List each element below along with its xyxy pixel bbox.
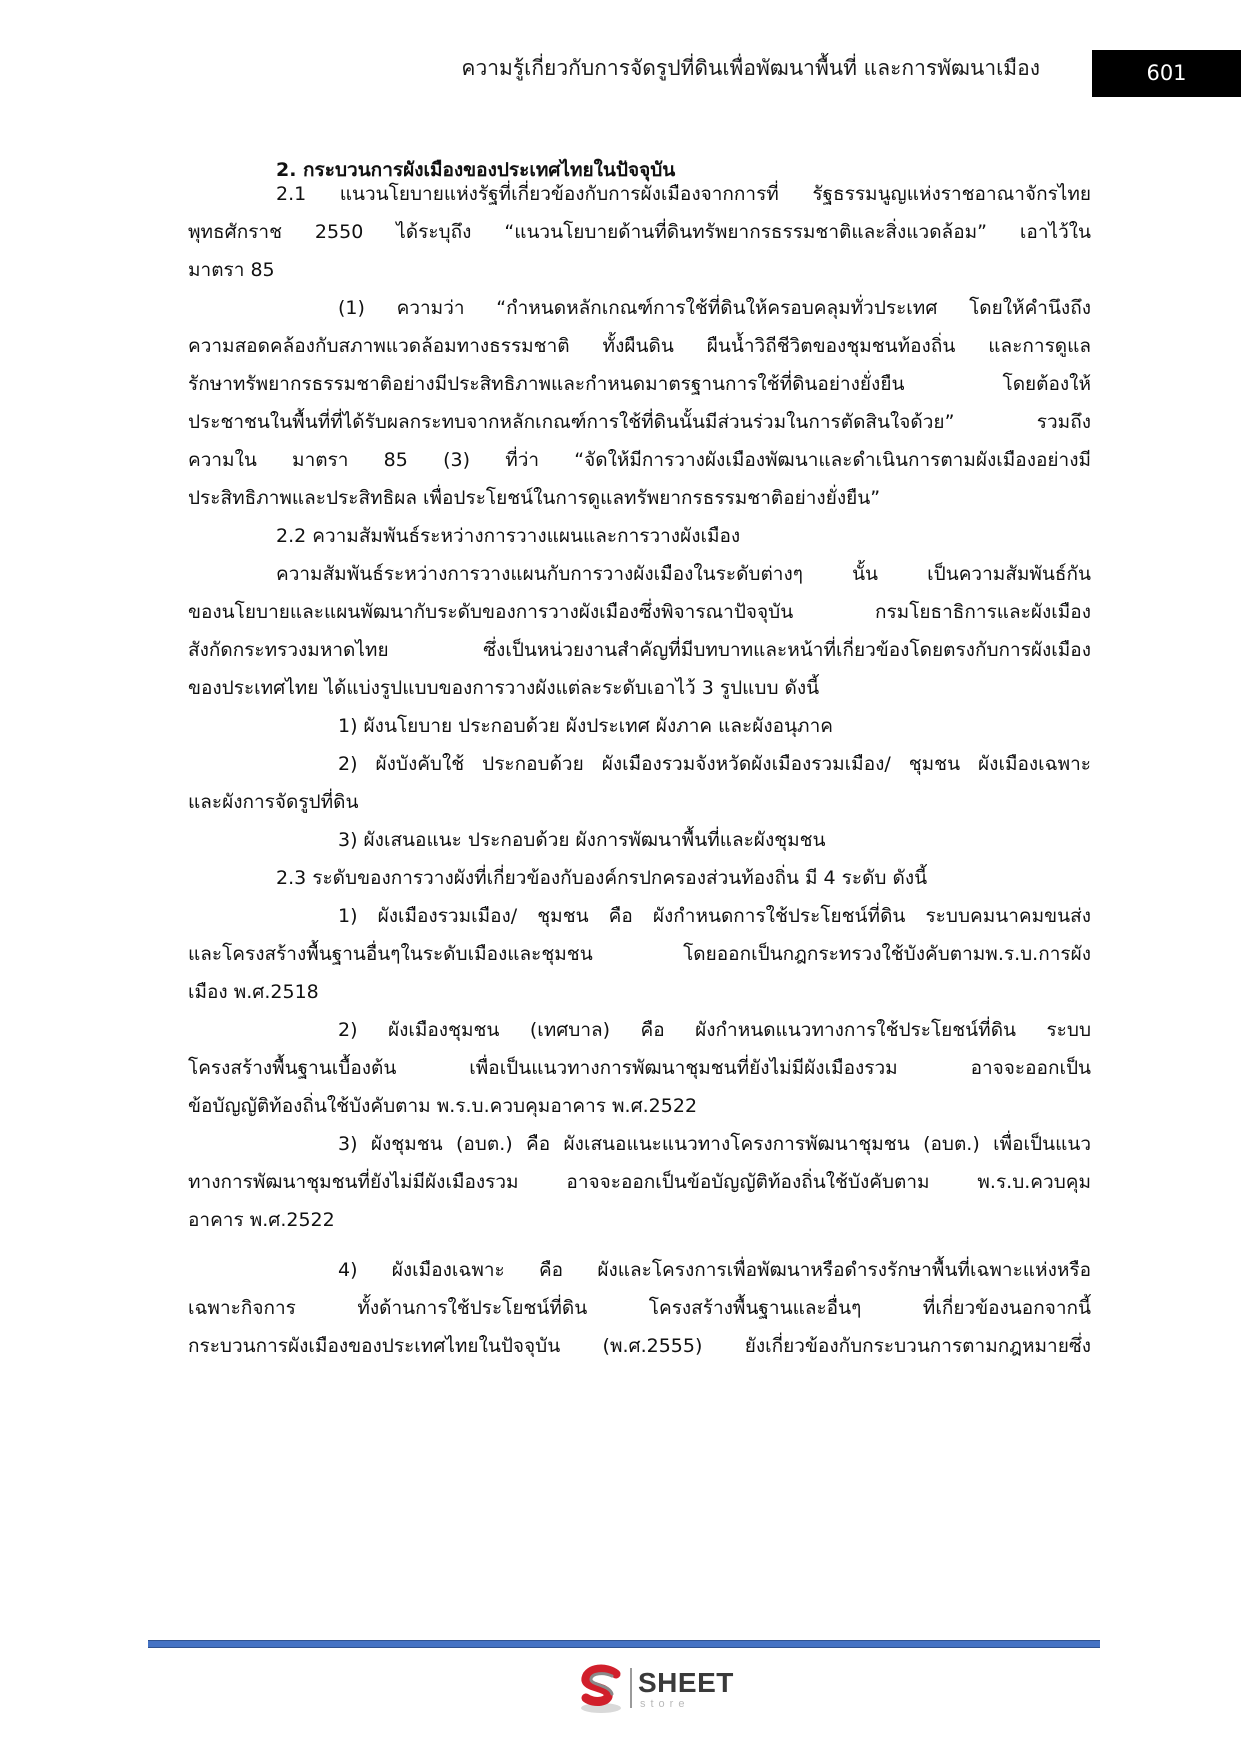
paragraph-line: ของประเทศไทย ได้แบ่งรูปแบบของการวางผังแต่ละระดับเอาไว้ 3 รูปแบบ ดังนี้ (188, 677, 820, 699)
section-heading: 2. กระบวนการผังเมืองของประเทศไทยในปัจจุบัน (276, 159, 676, 181)
list-item: 1) ผังนโยบาย ประกอบด้วย ผังประเทศ ผังภาค และผังอนุภาค (338, 715, 833, 737)
list-item: 2) ผังเมืองชุมชน (เทศบาล) คือ ผังกำหนดแนวทางการใช้ประโยชน์ที่ดิน ระบบ (338, 1019, 1091, 1041)
list-item-continuation: กระบวนการผังเมืองของประเทศไทยในปัจจุบัน (พ.ศ.2555) ยังเกี่ยวข้องกับกระบวนการตามกฎหมายซึ่ง (188, 1335, 1091, 1357)
list-item-continuation: เมือง พ.ศ.2518 (188, 981, 319, 1003)
list-item: 3) ผังชุมชน (อบต.) คือ ผังเสนอแนะแนวทางโครงการพัฒนาชุมชน (อบต.) เพื่อเป็นแนว (338, 1133, 1091, 1155)
list-item-continuation: ทางการพัฒนาชุมชนที่ยังไม่มีผังเมืองรวม อาจจะออกเป็นข้อบัญญัติท้องถิ่นใช้บังคับตาม พ.ร.บ.ควบคุม (188, 1171, 1091, 1193)
paragraph-line: รักษาทรัพยากรธรรมชาติอย่างมีประสิทธิภาพและกำหนดมาตรฐานการใช้ที่ดินอย่างยั่งยืน โดยต้องให้ (188, 373, 1091, 395)
list-item: 1) ผังเมืองรวมเมือง/ ชุมชน คือ ผังกำหนดการใช้ประโยชน์ที่ดิน ระบบคมนาคมขนส่ง (338, 905, 1091, 927)
list-item: 2) ผังบังคับใช้ ประกอบด้วย ผังเมืองรวมจังหวัดผังเมืองรวมเมือง/ ชุมชน ผังเมืองเฉพาะ (338, 753, 1091, 775)
list-item-continuation: อาคาร พ.ศ.2522 (188, 1209, 335, 1231)
list-item-continuation: ข้อบัญญัติท้องถิ่นใช้บังคับตาม พ.ร.บ.ควบคุมอาคาร พ.ศ.2522 (188, 1095, 698, 1117)
sheet-store-logo (576, 1664, 744, 1716)
list-item-continuation: และผังการจัดรูปที่ดิน (188, 791, 359, 813)
paragraph-line: มาตรา 85 (188, 259, 275, 281)
paragraph-line: พุทธศักราช 2550 ได้ระบุถึง “แนวนโยบายด้านที่ดินทรัพยากรธรรมชาติและสิ่งแวดล้อม” เอาไว้ใน (188, 221, 1091, 243)
paragraph-line: สังกัดกระทรวงมหาดไทย ซึ่งเป็นหน่วยงานสำคัญที่มีบทบาทและหน้าที่เกี่ยวข้องโดยตรงกับการผังเมือง (188, 639, 1091, 661)
list-item-continuation: เฉพาะกิจการ ทั้งด้านการใช้ประโยชน์ที่ดิน โครงสร้างพื้นฐานและอื่นๆ ที่เกี่ยวข้องนอกจากนี้ (188, 1297, 1091, 1319)
running-header-title: ความรู้เกี่ยวกับการจัดรูปที่ดินเพื่อพัฒนาพื้นที่ และการพัฒนาเมือง (461, 56, 1040, 80)
paragraph-line: ความสัมพันธ์ระหว่างการวางแผนกับการวางผังเมืองในระดับต่างๆ นั้น เป็นความสัมพันธ์กัน (276, 563, 1091, 585)
logo-subtext: store (640, 1698, 690, 1710)
sheet-logo-icon (576, 1664, 626, 1716)
list-item: 3) ผังเสนอแนะ ประกอบด้วย ผังการพัฒนาพื้นที่และผังชุมชน (338, 829, 826, 851)
list-item-continuation: และโครงสร้างพื้นฐานอื่นๆในระดับเมืองและชุมชน โดยออกเป็นกฎกระทรวงใช้บังคับตามพ.ร.บ.การผัง (188, 943, 1091, 965)
paragraph-line: (1) ความว่า “กำหนดหลักเกณฑ์การใช้ที่ดินให้ครอบคลุมทั่วประเทศ โดยให้คำนึงถึง (338, 297, 1091, 319)
paragraph-line: ของนโยบายและแผนพัฒนากับระดับของการวางผังเมืองซึ่งพิจารณาปัจจุบัน กรมโยธาธิการและผังเมือง (188, 601, 1091, 623)
paragraph-line: 2.1 แนวนโยบายแห่งรัฐที่เกี่ยวข้องกับการผังเมืองจากการที่ รัฐธรรมนูญแห่งราชอาณาจักรไทย (276, 183, 1091, 205)
footer-rule (148, 1640, 1100, 1648)
page-number: 601 (1146, 61, 1187, 85)
logo-divider (630, 1668, 632, 1708)
subsection-heading: 2.2 ความสัมพันธ์ระหว่างการวางแผนและการวางผังเมือง (276, 525, 741, 547)
paragraph-line: ประชาชนในพื้นที่ที่ได้รับผลกระทบจากหลักเกณฑ์การใช้ที่ดินนั้นมีส่วนร่วมในการตัดสินใจด้วย” รวมถึง (188, 411, 1091, 433)
paragraph-line: ความสอดคล้องกับสภาพแวดล้อมทางธรรมชาติ ทั้งผืนดิน ผืนน้ำวิถีชีวิตของชุมชนท้องถิ่น และการดูแล (188, 335, 1091, 357)
list-item: 4) ผังเมืองเฉพาะ คือ ผังและโครงการเพื่อพัฒนาหรือดำรงรักษาพื้นที่เฉพาะแห่งหรือ (338, 1259, 1091, 1281)
page-number-box (1092, 50, 1241, 97)
paragraph-line: ความใน มาตรา 85 (3) ที่ว่า “จัดให้มีการวางผังเมืองพัฒนาและดำเนินการตามผังเมืองอย่างมี (188, 449, 1091, 471)
list-item-continuation: โครงสร้างพื้นฐานเบื้องต้น เพื่อเป็นแนวทางการพัฒนาชุมชนที่ยังไม่มีผังเมืองรวม อาจจะออกเป็น (188, 1057, 1091, 1079)
subsection-heading: 2.3 ระดับของการวางผังที่เกี่ยวข้องกับองค์กรปกครองส่วนท้องถิ่น มี 4 ระดับ ดังนี้ (276, 867, 928, 889)
logo-text: SHEET (638, 1667, 734, 1698)
paragraph-line: ประสิทธิภาพและประสิทธิผล เพื่อประโยชน์ในการดูแลทรัพยากรธรรมชาติอย่างยั่งยืน” (188, 487, 881, 509)
